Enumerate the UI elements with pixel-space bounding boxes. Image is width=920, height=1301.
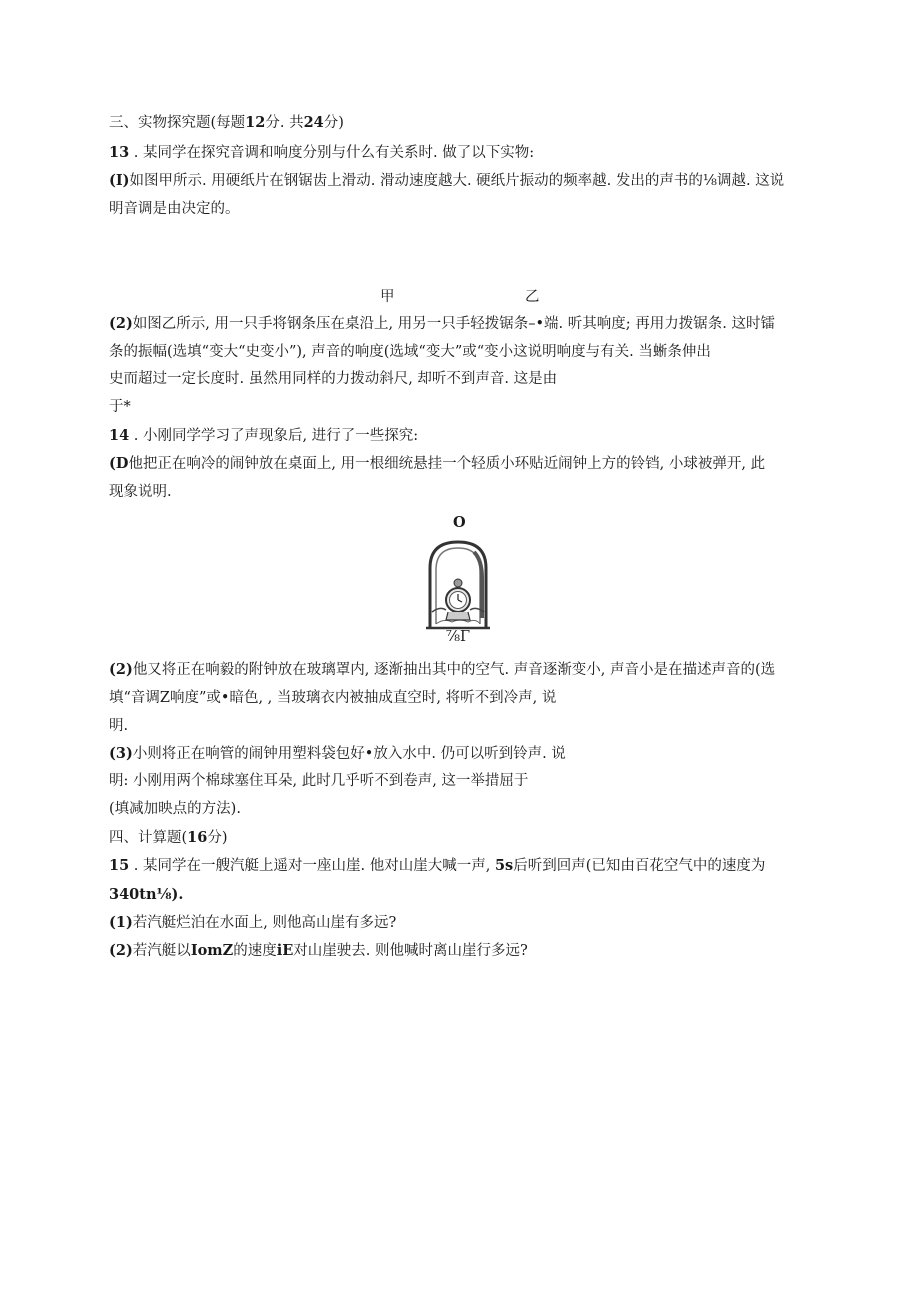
- q14-part2-line1: (2)他又将正在响毅的附钟放在玻璃罩内, 逐渐抽出其中的空气. 声音逐渐变小, 声音小是在描述声音的(选: [109, 661, 776, 678]
- section4-heading: 四、计算题(16分): [109, 829, 228, 846]
- q14-part2-line3: 明.: [109, 718, 129, 734]
- figure-label-yi: 乙: [525, 289, 540, 305]
- q14-part3-line3: (填减加映点的方法).: [109, 801, 241, 817]
- q14-number: 14: [109, 427, 130, 444]
- q13-part2-line1: (2)如图乙所示, 用一只手将钢条压在桌沿上, 用另一只手轻拨锯条–•端. 听其响度; 再用力拨锯条. 这时镭: [109, 315, 775, 332]
- q13-stem: 13 . 某同学在探究音调和响度分别与什么有关系时. 做了以下实物:: [109, 144, 535, 161]
- q14-part1-line1: (D他把正在响冷的闹钟放在桌面上, 用一根细统悬挂一个轻质小环贴近闹钟上方的铃铛, 小球被弹开, 此: [109, 455, 766, 472]
- q15-part1: (1)若汽艇烂泊在水面上, 则他高山崖有多远?: [109, 914, 397, 931]
- q13-part2-line2: 条的振幅(选填“变大“史变小”), 声音的响度(选域“变大”或“变小这说明响度与有关. 当蜥条伸出: [109, 344, 711, 360]
- q14-part2-line2: 填“音调Z响度”或•暗色, , 当玻璃衣内被抽成直空时, 将听不到冷声, 说: [109, 690, 557, 706]
- q13-number: 13: [109, 144, 130, 161]
- q14-stem: 14 . 小刚同学学习了声现象后, 进行了一些探究:: [109, 427, 419, 444]
- q13-part2-line3: 史而超过一定长度时. 虽然用同样的力拨动斜尺, 却听不到声音. 这是由: [109, 371, 558, 387]
- q15-speed: 340tn⅛).: [109, 886, 184, 903]
- figure-caption: ⅞Γ: [446, 629, 471, 645]
- bell-jar-clock-figure: [424, 538, 492, 630]
- q14-part3-line1: (3)小则将正在响管的闹钟用塑料袋包好•放入水中. 仍可以听到铃声. 说: [109, 745, 566, 762]
- figure-top-label: O: [453, 514, 466, 531]
- figure-label-jia: 甲: [380, 289, 395, 305]
- q14-part3-line2: 明: 小刚用两个棉球塞住耳朵, 此时几乎听不到卷声, 这一举措屈于: [109, 773, 529, 789]
- q13-part1-line2: 明音调是由决定的。: [109, 201, 240, 217]
- q14-part1-line2: 现象说明.: [109, 484, 172, 500]
- q15-number: 15: [109, 857, 130, 874]
- q15-part2: (2)若汽艇以IomZ的速度iE对山崖驶去. 则他喊时离山崖行多远?: [109, 942, 528, 959]
- section3-heading: 三、实物探究题(每题12分. 共24分): [109, 114, 344, 131]
- q13-part1-line1: (I)如图甲所示. 用硬纸片在钢锯齿上滑动. 滑动速度越大. 硬纸片振动的频率越. 发出的声书的⅛调越. 这说: [109, 172, 785, 189]
- q13-part2-line4: 于*: [109, 399, 131, 415]
- q15-stem: 15 . 某同学在一艘汽艇上遥对一座山崖. 他对山崖大喊一声, 5s后听到回声(已知由百花空气中的速度为: [109, 857, 766, 874]
